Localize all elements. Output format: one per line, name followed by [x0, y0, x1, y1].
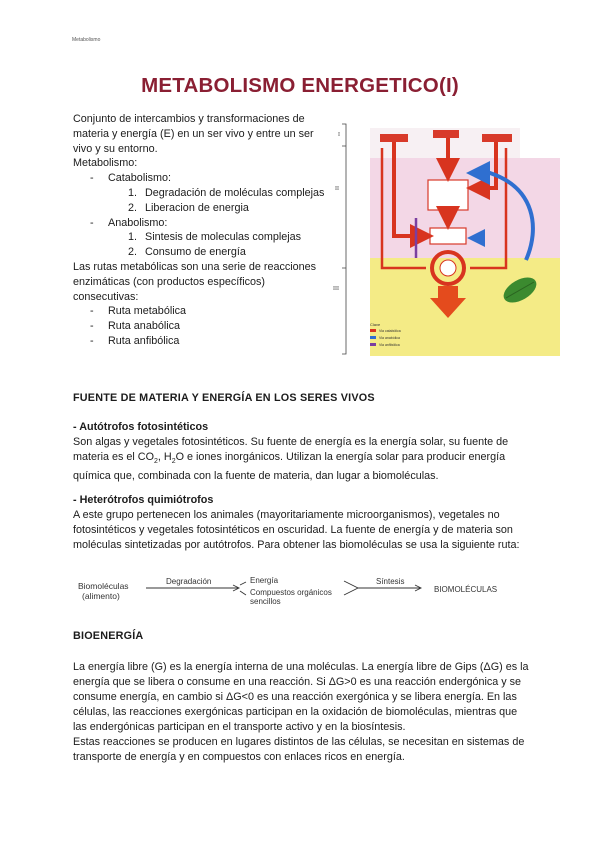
zone-bracket: [342, 124, 346, 354]
bullet-dash: -: [90, 216, 94, 229]
diagram-box: [380, 134, 408, 142]
diagram-box: [482, 134, 512, 142]
metabolismo-label: Metabolismo:: [73, 157, 138, 170]
ruta-item: - Ruta anfibólica: [90, 334, 180, 347]
intro-section: [73, 112, 331, 349]
heterotrofos-text: A este grupo pertenecen los animales (mayoritariamente microorganismos), vegetales no fotosintéticos y vegetales fotosintéticos en oscuridad. La fuente de energía y de materia son moléculas sintetizadas por autótrofos. Para obtener las biomoléculas se usa la siguiente ruta:: [73, 509, 520, 551]
route-merge: [344, 581, 358, 595]
autotrofos-block: [73, 420, 531, 484]
autotrofos-line-2: materia es el $CO_2$, $H_2O$ e iones inorgánicos. Utilizan la energía solar para producir energía: [73, 451, 506, 466]
section-heading-fuente: FUENTE DE MATERIA Y ENERGÍA EN LOS SERES VIVOS: [73, 392, 375, 404]
autotrofos-line-1: Son algas y vegetales fotosintéticos. Su fuente de energía es la energía solar, su fuente de: [73, 436, 509, 448]
legend-item-anabolic: Via anabólica: [379, 336, 400, 340]
running-header: Metabolismo: [72, 37, 101, 43]
bullet-dash: -: [90, 334, 94, 347]
heterotrofos-block: [73, 493, 531, 553]
zone-label-3: III: [333, 286, 339, 292]
heterotrofos-title: - Heterótrofos quimiótrofos: [73, 494, 214, 506]
bullet-dash: -: [90, 305, 94, 318]
zone-label-1: I: [338, 132, 340, 138]
catabolismo-step-2: 2. Liberacion de energia: [128, 201, 249, 214]
rutas-text: Las rutas metabólicas son una serie de reacciones enzimáticas (con productos específicos) consecutivas:: [73, 260, 317, 303]
metabolism-definition: Conjunto de intercambios y transformaciones de materia y energía (E) en un ser vivo y entre un ser vivo y su entorno.: [73, 113, 314, 155]
diagram-box: [430, 228, 466, 244]
bullet-dash: -: [90, 320, 94, 333]
page-title: METABOLISMO ENERGETICO(I): [141, 74, 459, 97]
route-start-line2: (alimento): [82, 591, 120, 601]
route-output-compuestos: Compuestos orgánicos: [250, 588, 332, 597]
anabolismo-step-1: 1. Sintesis de moleculas complejas: [128, 231, 302, 244]
list-number: 2.: [128, 201, 138, 214]
route-label-sintesis: Síntesis: [376, 577, 405, 586]
list-number: 1.: [128, 186, 138, 199]
bioenergia-block: [73, 660, 531, 765]
list-number: 2.: [128, 246, 138, 259]
anabolismo-item: - Anabolismo:: [90, 216, 168, 229]
route-output-sencillos: sencillos: [250, 597, 281, 606]
route-label-degradacion: Degradación: [166, 577, 212, 586]
route-start-line1: Biomoléculas: [78, 581, 129, 591]
autotrofos-line-3: química que, combinada con la fuente de materia, dan lugar a biomoléculas.: [73, 470, 439, 483]
metabolism-diagram: [330, 118, 560, 358]
synthesis-route-diagram: [78, 573, 518, 613]
bioenergia-paragraph-1: La energía libre (G) es la energía interna de una moléculas. La energía libre de Gips (ΔG) es la energía que se libera o consume en una reacción. Si ΔG>0 es una reacción endergónica y se consume energía, en cambio si ΔG<0 es una reacción exergónica y se libera energía. En las células, las reacciones exergónicas participan en la oxidación de biomoléculas, mientras que las endergónicas participan en el transporte activo y en la biosíntesis.: [73, 661, 529, 733]
ruta-item: - Ruta metabólica: [90, 305, 187, 318]
zone-label-2: II: [335, 186, 339, 192]
catabolismo-item: - Catabolismo:: [90, 172, 172, 185]
route-output-energia: Energía: [250, 576, 279, 585]
list-number: 1.: [128, 231, 138, 244]
ruta-item: - Ruta anabólica: [90, 320, 181, 333]
diagram-box: [433, 130, 459, 138]
bioenergia-paragraph-2: Estas reacciones se producen en lugares distintos de las células, se necesitan en sistemas de transporte de energía y en compuestos con enlaces ricos en energía.: [73, 736, 525, 763]
legend-item-catabolic: Via catabólica: [379, 329, 401, 333]
route-end: BIOMOLÉCULAS: [434, 585, 498, 594]
legend-title: Clave: [370, 322, 381, 327]
autotrofos-title: - Autótrofos fotosintéticos: [73, 421, 209, 433]
section-heading-bioenergia: BIOENERGÍA: [73, 630, 144, 642]
diagram-box: [428, 180, 468, 210]
catabolismo-step-1: 1. Degradación de moléculas complejas: [128, 186, 325, 199]
route-fork: [240, 582, 246, 595]
legend-item-amphibolic: Via anfibólica: [379, 343, 400, 347]
bullet-dash: -: [90, 172, 94, 185]
anabolismo-step-2: 2. Consumo de energía: [128, 246, 246, 259]
